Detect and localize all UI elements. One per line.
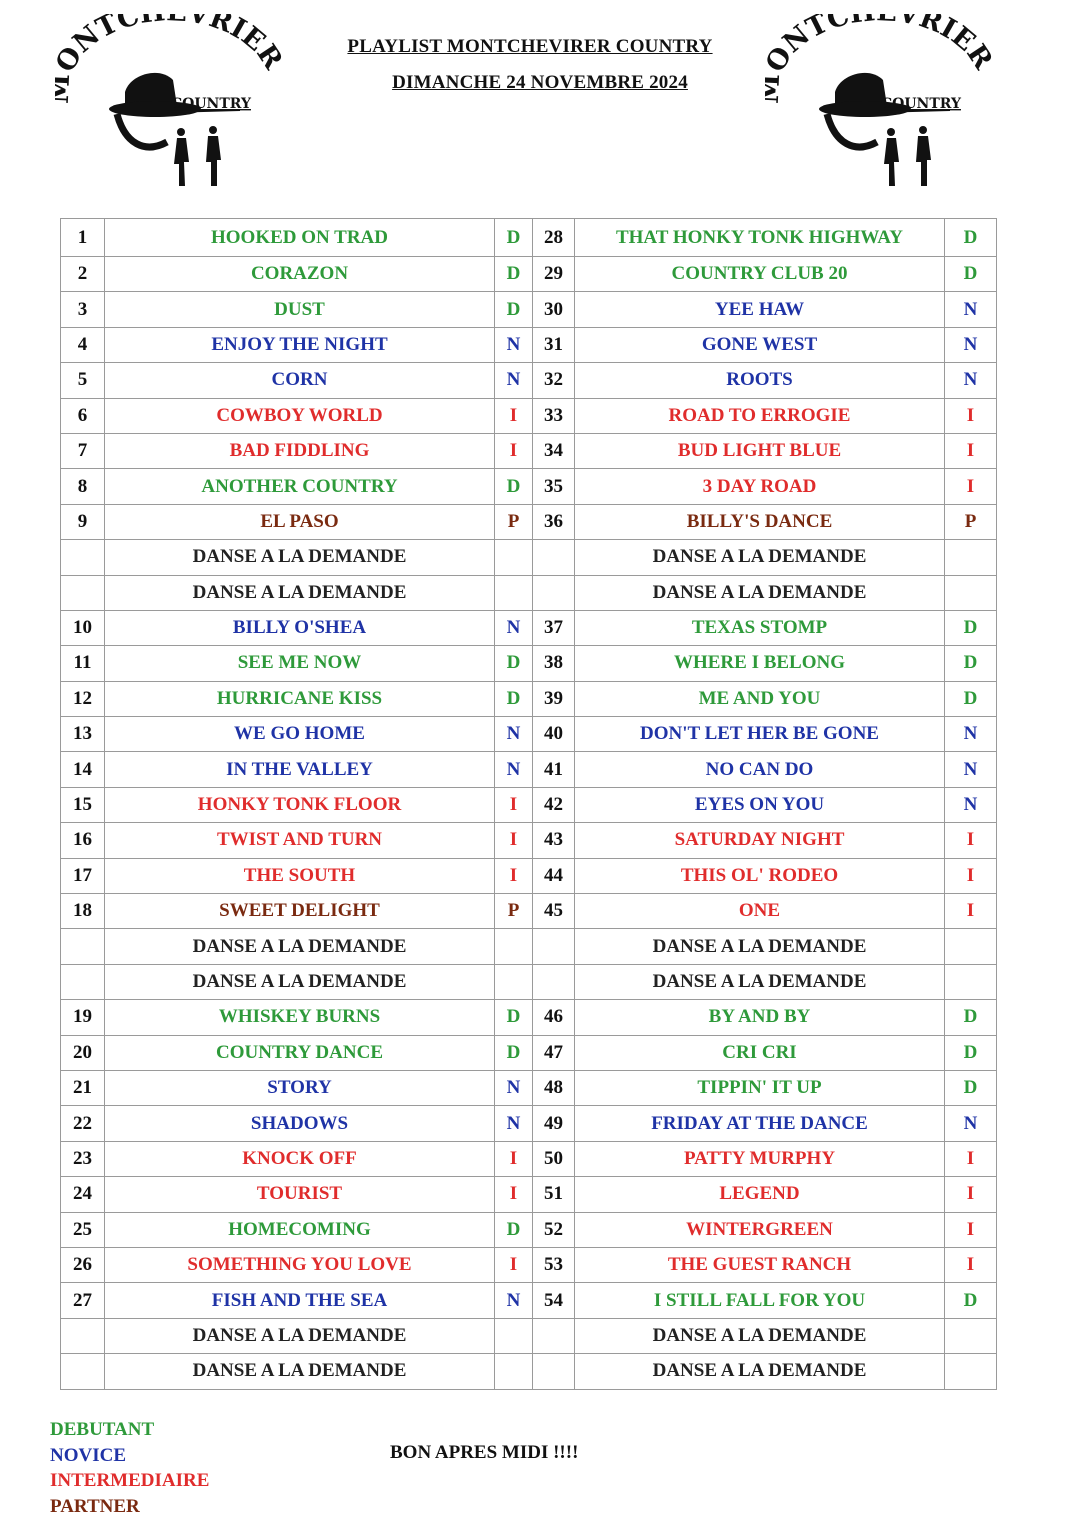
dance-number: 37: [533, 610, 575, 645]
level-code: D: [495, 469, 533, 504]
level-code: N: [495, 1070, 533, 1105]
dance-title: IN THE VALLEY: [105, 752, 495, 787]
dance-title: LEGEND: [575, 1177, 945, 1212]
dance-title: ROOTS: [575, 363, 945, 398]
dance-number: 21: [61, 1070, 105, 1105]
playlist-table: [60, 218, 997, 1390]
dance-number: 45: [533, 894, 575, 929]
level-code: N: [495, 717, 533, 752]
level-code: D: [495, 292, 533, 327]
table-row: [61, 219, 997, 257]
level-code: D: [945, 219, 997, 257]
svg-text:MONTCHEVRIER: NTC VRIER: [777, 14, 995, 75]
level-code: N: [945, 292, 997, 327]
level-code: N: [945, 1106, 997, 1141]
dance-title: BAD FIDDLING: [105, 433, 495, 468]
dance-title: GONE WEST: [575, 327, 945, 362]
dance-title: DANSE A LA DEMANDE: [105, 540, 495, 575]
level-code: [945, 540, 997, 575]
dance-number: 31: [533, 327, 575, 362]
dance-title: HOMECOMING: [105, 1212, 495, 1247]
level-code: D: [495, 1000, 533, 1035]
level-code: [945, 1318, 997, 1353]
club-logo-right: [765, 14, 995, 204]
table-row: [61, 575, 997, 610]
level-code: P: [945, 504, 997, 539]
dance-number: [61, 964, 105, 999]
dance-number: [533, 964, 575, 999]
dance-number: [61, 540, 105, 575]
level-code: I: [945, 469, 997, 504]
legend-novice: NOVICE: [50, 1444, 127, 1466]
table-row: [61, 1247, 997, 1282]
dance-number: [61, 1354, 105, 1389]
dance-title: DANSE A LA DEMANDE: [575, 964, 945, 999]
dance-title: DANSE A LA DEMANDE: [575, 1318, 945, 1353]
dance-title: SWEET DELIGHT: [105, 894, 495, 929]
dance-number: 54: [533, 1283, 575, 1318]
level-code: N: [945, 327, 997, 362]
dance-number: 8: [61, 469, 105, 504]
dance-number: 27: [61, 1283, 105, 1318]
table-row: [61, 433, 997, 468]
dance-title: THIS OL' RODEO: [575, 858, 945, 893]
level-code: N: [495, 363, 533, 398]
dance-number: 44: [533, 858, 575, 893]
dance-title: FRIDAY AT THE DANCE: [575, 1106, 945, 1141]
table-row: [61, 1070, 997, 1105]
table-row: [61, 681, 997, 716]
dance-title: WHERE I BELONG: [575, 646, 945, 681]
dance-title: PATTY MURPHY: [575, 1141, 945, 1176]
dance-title: THAT HONKY TONK HIGHWAY: [575, 219, 945, 257]
header: [300, 36, 780, 94]
dance-title: SHADOWS: [105, 1106, 495, 1141]
dance-title: HURRICANE KISS: [105, 681, 495, 716]
dance-number: 6: [61, 398, 105, 433]
table-row: [61, 823, 997, 858]
level-code: I: [495, 433, 533, 468]
table-row: [61, 469, 997, 504]
table-row: [61, 1000, 997, 1035]
svg-text:COUNTRY: COUNTRY: [171, 96, 251, 112]
dance-number: 22: [61, 1106, 105, 1141]
dance-title: EL PASO: [105, 504, 495, 539]
dance-number: 28: [533, 219, 575, 257]
level-code: I: [945, 1247, 997, 1282]
dance-title: TIPPIN' IT UP: [575, 1070, 945, 1105]
dance-number: [533, 540, 575, 575]
level-code: N: [495, 752, 533, 787]
event-date: DIMANCHE 24 NOVEMBRE 2024: [392, 72, 688, 93]
level-code: I: [945, 1141, 997, 1176]
dance-title: TOURIST: [105, 1177, 495, 1212]
level-code: [495, 1318, 533, 1353]
dance-number: [533, 575, 575, 610]
dance-title: DANSE A LA DEMANDE: [575, 575, 945, 610]
level-code: P: [495, 504, 533, 539]
table-row: [61, 1106, 997, 1141]
table-row: [61, 1177, 997, 1212]
level-code: D: [945, 1070, 997, 1105]
dance-number: 10: [61, 610, 105, 645]
dance-title: ENJOY THE NIGHT: [105, 327, 495, 362]
dance-title: 3 DAY ROAD: [575, 469, 945, 504]
dance-number: 36: [533, 504, 575, 539]
table-row: [61, 717, 997, 752]
dance-number: [533, 1318, 575, 1353]
dance-title: STORY: [105, 1070, 495, 1105]
dance-title: BUD LIGHT BLUE: [575, 433, 945, 468]
dance-number: 7: [61, 433, 105, 468]
dance-title: CORAZON: [105, 257, 495, 292]
dance-number: [61, 929, 105, 964]
club-logo-left: [55, 14, 285, 204]
dance-title: ONE: [575, 894, 945, 929]
cowboy-logo-icon: [765, 14, 995, 204]
dance-number: 17: [61, 858, 105, 893]
level-code: I: [945, 894, 997, 929]
dance-number: 15: [61, 787, 105, 822]
dance-title: CRI CRI: [575, 1035, 945, 1070]
table-row: [61, 257, 997, 292]
level-code: I: [495, 858, 533, 893]
table-row: [61, 752, 997, 787]
dance-title: DUST: [105, 292, 495, 327]
dance-title: HONKY TONK FLOOR: [105, 787, 495, 822]
dance-title: WINTERGREEN: [575, 1212, 945, 1247]
level-code: [945, 575, 997, 610]
table-row: [61, 610, 997, 645]
table-row: [61, 929, 997, 964]
page-title: PLAYLIST MONTCHEVIRER COUNTRY: [347, 36, 713, 57]
dance-number: 33: [533, 398, 575, 433]
dance-title: COUNTRY CLUB 20: [575, 257, 945, 292]
dance-number: 24: [61, 1177, 105, 1212]
dance-title: NO CAN DO: [575, 752, 945, 787]
dance-title: DANSE A LA DEMANDE: [105, 929, 495, 964]
level-code: I: [945, 433, 997, 468]
dance-title: FISH AND THE SEA: [105, 1283, 495, 1318]
table-row: [61, 398, 997, 433]
dance-number: [533, 1354, 575, 1389]
dance-number: 18: [61, 894, 105, 929]
dance-number: 46: [533, 1000, 575, 1035]
dance-number: 32: [533, 363, 575, 398]
dance-title: DANSE A LA DEMANDE: [105, 964, 495, 999]
level-code: D: [495, 1035, 533, 1070]
table-row: [61, 504, 997, 539]
dance-number: 52: [533, 1212, 575, 1247]
level-code: I: [945, 823, 997, 858]
table-row: [61, 894, 997, 929]
dance-title: EYES ON YOU: [575, 787, 945, 822]
dance-number: 2: [61, 257, 105, 292]
dance-number: 38: [533, 646, 575, 681]
level-code: D: [495, 681, 533, 716]
dance-title: SATURDAY NIGHT: [575, 823, 945, 858]
dance-title: THE GUEST RANCH: [575, 1247, 945, 1282]
level-code: D: [945, 1283, 997, 1318]
level-code: I: [945, 1177, 997, 1212]
dance-title: BILLY'S DANCE: [575, 504, 945, 539]
dance-title: KNOCK OFF: [105, 1141, 495, 1176]
level-code: [495, 929, 533, 964]
dance-title: COUNTRY DANCE: [105, 1035, 495, 1070]
dance-number: [533, 929, 575, 964]
level-code: D: [945, 610, 997, 645]
level-code: N: [945, 787, 997, 822]
level-code: N: [945, 363, 997, 398]
table-row: [61, 1318, 997, 1353]
dance-number: 34: [533, 433, 575, 468]
dance-number: 30: [533, 292, 575, 327]
dance-title: TEXAS STOMP: [575, 610, 945, 645]
dance-number: 25: [61, 1212, 105, 1247]
table-row: [61, 964, 997, 999]
dance-number: 40: [533, 717, 575, 752]
level-code: D: [945, 1035, 997, 1070]
level-code: D: [495, 219, 533, 257]
level-code: D: [945, 1000, 997, 1035]
dance-title: DANSE A LA DEMANDE: [105, 1318, 495, 1353]
level-code: D: [945, 257, 997, 292]
greeting-text: BON APRES MIDI !!!!: [390, 1442, 579, 1463]
playlist-body: [61, 219, 997, 1390]
dance-number: 1: [61, 219, 105, 257]
dance-number: 42: [533, 787, 575, 822]
level-code: N: [495, 327, 533, 362]
dance-number: 3: [61, 292, 105, 327]
dance-number: 11: [61, 646, 105, 681]
level-code: [945, 964, 997, 999]
dance-number: 19: [61, 1000, 105, 1035]
dance-number: 48: [533, 1070, 575, 1105]
level-code: N: [495, 1283, 533, 1318]
dance-number: 4: [61, 327, 105, 362]
level-code: N: [945, 717, 997, 752]
dance-title: I STILL FALL FOR YOU: [575, 1283, 945, 1318]
level-code: [495, 540, 533, 575]
level-code: P: [495, 894, 533, 929]
dance-number: 50: [533, 1141, 575, 1176]
dance-title: YEE HAW: [575, 292, 945, 327]
level-code: D: [945, 681, 997, 716]
level-code: D: [495, 257, 533, 292]
dance-title: ROAD TO ERROGIE: [575, 398, 945, 433]
cowboy-logo-icon: [55, 14, 285, 204]
svg-text:COUNTRY: COUNTRY: [881, 96, 961, 112]
level-code: I: [495, 787, 533, 822]
dance-number: 20: [61, 1035, 105, 1070]
dance-title: CORN: [105, 363, 495, 398]
dance-title: DANSE A LA DEMANDE: [575, 540, 945, 575]
legend-intermediaire: INTERMEDIAIRE: [50, 1470, 210, 1491]
level-legend: [50, 1417, 209, 1519]
dance-title: WE GO HOME: [105, 717, 495, 752]
dance-title: SEE ME NOW: [105, 646, 495, 681]
dance-number: 47: [533, 1035, 575, 1070]
dance-title: DANSE A LA DEMANDE: [105, 575, 495, 610]
level-code: I: [495, 1247, 533, 1282]
dance-title: DON'T LET HER BE GONE: [575, 717, 945, 752]
dance-title: TWIST AND TURN: [105, 823, 495, 858]
dance-number: 13: [61, 717, 105, 752]
level-code: I: [495, 823, 533, 858]
level-code: N: [495, 610, 533, 645]
legend-debutant: DEBUTANT: [50, 1419, 155, 1440]
table-row: [61, 646, 997, 681]
table-row: [61, 327, 997, 362]
table-row: [61, 787, 997, 822]
level-code: D: [495, 646, 533, 681]
dance-title: DANSE A LA DEMANDE: [575, 1354, 945, 1389]
dance-title: HOOKED ON TRAD: [105, 219, 495, 257]
level-code: [495, 1354, 533, 1389]
dance-title: COWBOY WORLD: [105, 398, 495, 433]
dance-number: 16: [61, 823, 105, 858]
dance-number: 29: [533, 257, 575, 292]
dance-number: 35: [533, 469, 575, 504]
level-code: D: [495, 1212, 533, 1247]
level-code: [945, 929, 997, 964]
table-row: [61, 1141, 997, 1176]
table-row: [61, 292, 997, 327]
dance-number: 43: [533, 823, 575, 858]
level-code: I: [495, 1177, 533, 1212]
dance-number: [61, 1318, 105, 1353]
table-row: [61, 858, 997, 893]
dance-number: 49: [533, 1106, 575, 1141]
table-row: [61, 363, 997, 398]
level-code: N: [495, 1106, 533, 1141]
dance-title: WHISKEY BURNS: [105, 1000, 495, 1035]
level-code: I: [495, 1141, 533, 1176]
dance-title: ANOTHER COUNTRY: [105, 469, 495, 504]
legend-partner: PARTNER: [50, 1495, 140, 1517]
dance-title: ME AND YOU: [575, 681, 945, 716]
level-code: I: [945, 858, 997, 893]
dance-title: SOMETHING YOU LOVE: [105, 1247, 495, 1282]
level-code: [945, 1354, 997, 1389]
svg-text:MONTCHEVRIER: NTC VRIER: [67, 14, 285, 75]
dance-number: [61, 575, 105, 610]
level-code: [495, 964, 533, 999]
dance-number: 23: [61, 1141, 105, 1176]
table-row: [61, 1035, 997, 1070]
table-row: [61, 1212, 997, 1247]
level-code: N: [945, 752, 997, 787]
dance-number: 41: [533, 752, 575, 787]
dance-number: 14: [61, 752, 105, 787]
level-code: [495, 575, 533, 610]
dance-title: BILLY O'SHEA: [105, 610, 495, 645]
level-code: I: [495, 398, 533, 433]
level-code: I: [945, 398, 997, 433]
dance-title: DANSE A LA DEMANDE: [105, 1354, 495, 1389]
level-code: D: [945, 646, 997, 681]
table-row: [61, 1283, 997, 1318]
dance-number: 9: [61, 504, 105, 539]
dance-title: THE SOUTH: [105, 858, 495, 893]
table-row: [61, 540, 997, 575]
dance-title: DANSE A LA DEMANDE: [575, 929, 945, 964]
dance-title: BY AND BY: [575, 1000, 945, 1035]
dance-number: 53: [533, 1247, 575, 1282]
dance-number: 26: [61, 1247, 105, 1282]
dance-number: 51: [533, 1177, 575, 1212]
level-code: I: [945, 1212, 997, 1247]
dance-number: 12: [61, 681, 105, 716]
dance-number: 39: [533, 681, 575, 716]
dance-number: 5: [61, 363, 105, 398]
table-row: [61, 1354, 997, 1389]
